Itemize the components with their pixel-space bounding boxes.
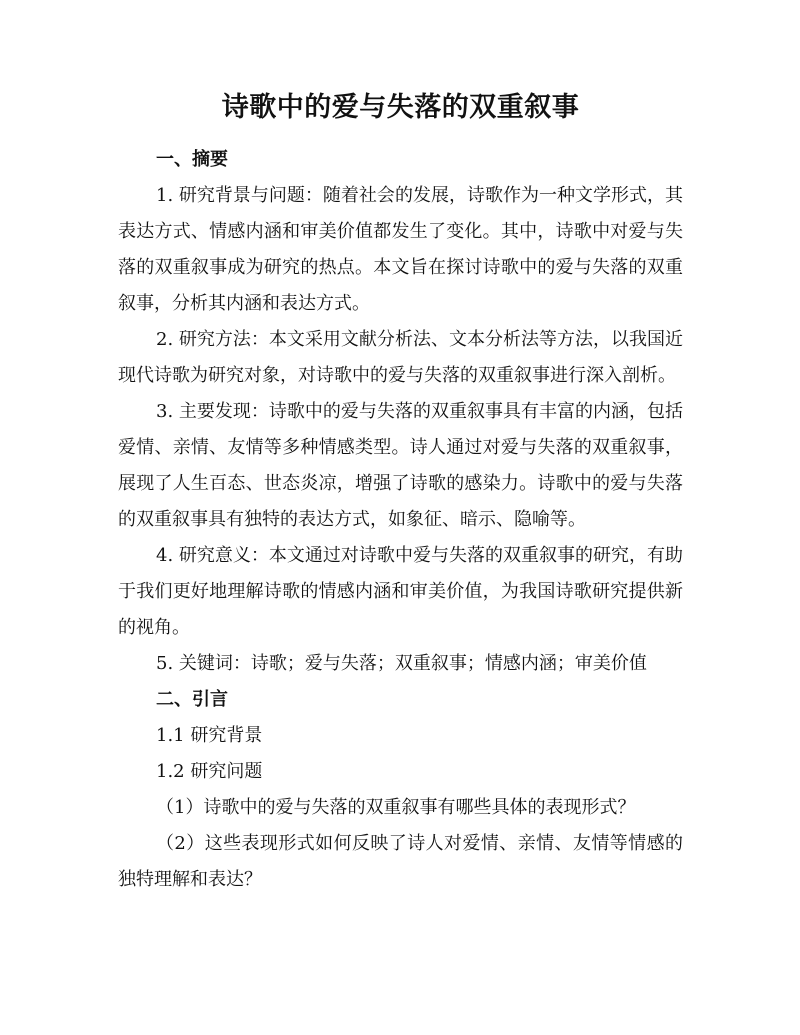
paragraph-significance: 4. 研究意义：本文通过对诗歌中爱与失落的双重叙事的研究，有助于我们更好地理解诗歌的情感内涵和审美价值，为我国诗歌研究提供新的视角。 bbox=[118, 545, 683, 638]
question-1: （1）诗歌中的爱与失落的双重叙事有哪些具体的表现形式？ bbox=[156, 797, 636, 818]
paragraph-findings: 3. 主要发现：诗歌中的爱与失落的双重叙事具有丰富的内涵，包括爱情、亲情、友情等多种情感类型。诗人通过对爱与失落的双重叙事，展现了人生百态、世态炎凉，增强了诗歌的感染力。诗歌中的爱与失落的双重叙事具有独特的表达方式，如象征、暗示、隐喻等。 bbox=[118, 401, 683, 530]
subsection-questions: 1.2 研究问题 bbox=[156, 761, 263, 782]
keywords-line: 5. 关键词：诗歌；爱与失落；双重叙事；情感内涵；审美价值 bbox=[156, 653, 647, 674]
subsection-background: 1.1 研究背景 bbox=[156, 725, 263, 746]
document-title: 诗歌中的爱与失落的双重叙事 bbox=[221, 92, 580, 123]
paragraph-method: 2. 研究方法：本文采用文献分析法、文本分析法等方法，以我国近现代诗歌为研究对象，对诗歌中的爱与失落的双重叙事进行深入剖析。 bbox=[118, 329, 683, 386]
question-2: （2）这些表现形式如何反映了诗人对爱情、亲情、友情等情感的独特理解和表达？ bbox=[118, 833, 683, 890]
document-page bbox=[118, 88, 683, 898]
section-heading-introduction: 二、引言 bbox=[156, 689, 228, 710]
paragraph-background: 1. 研究背景与问题：随着社会的发展，诗歌作为一种文学形式，其表达方式、情感内涵和审美价值都发生了变化。其中，诗歌中对爱与失落的双重叙事成为研究的热点。本文旨在探讨诗歌中的爱与失落的双重叙事，分析其内涵和表达方式。 bbox=[118, 185, 683, 314]
section-heading-abstract: 一、摘要 bbox=[156, 149, 228, 170]
